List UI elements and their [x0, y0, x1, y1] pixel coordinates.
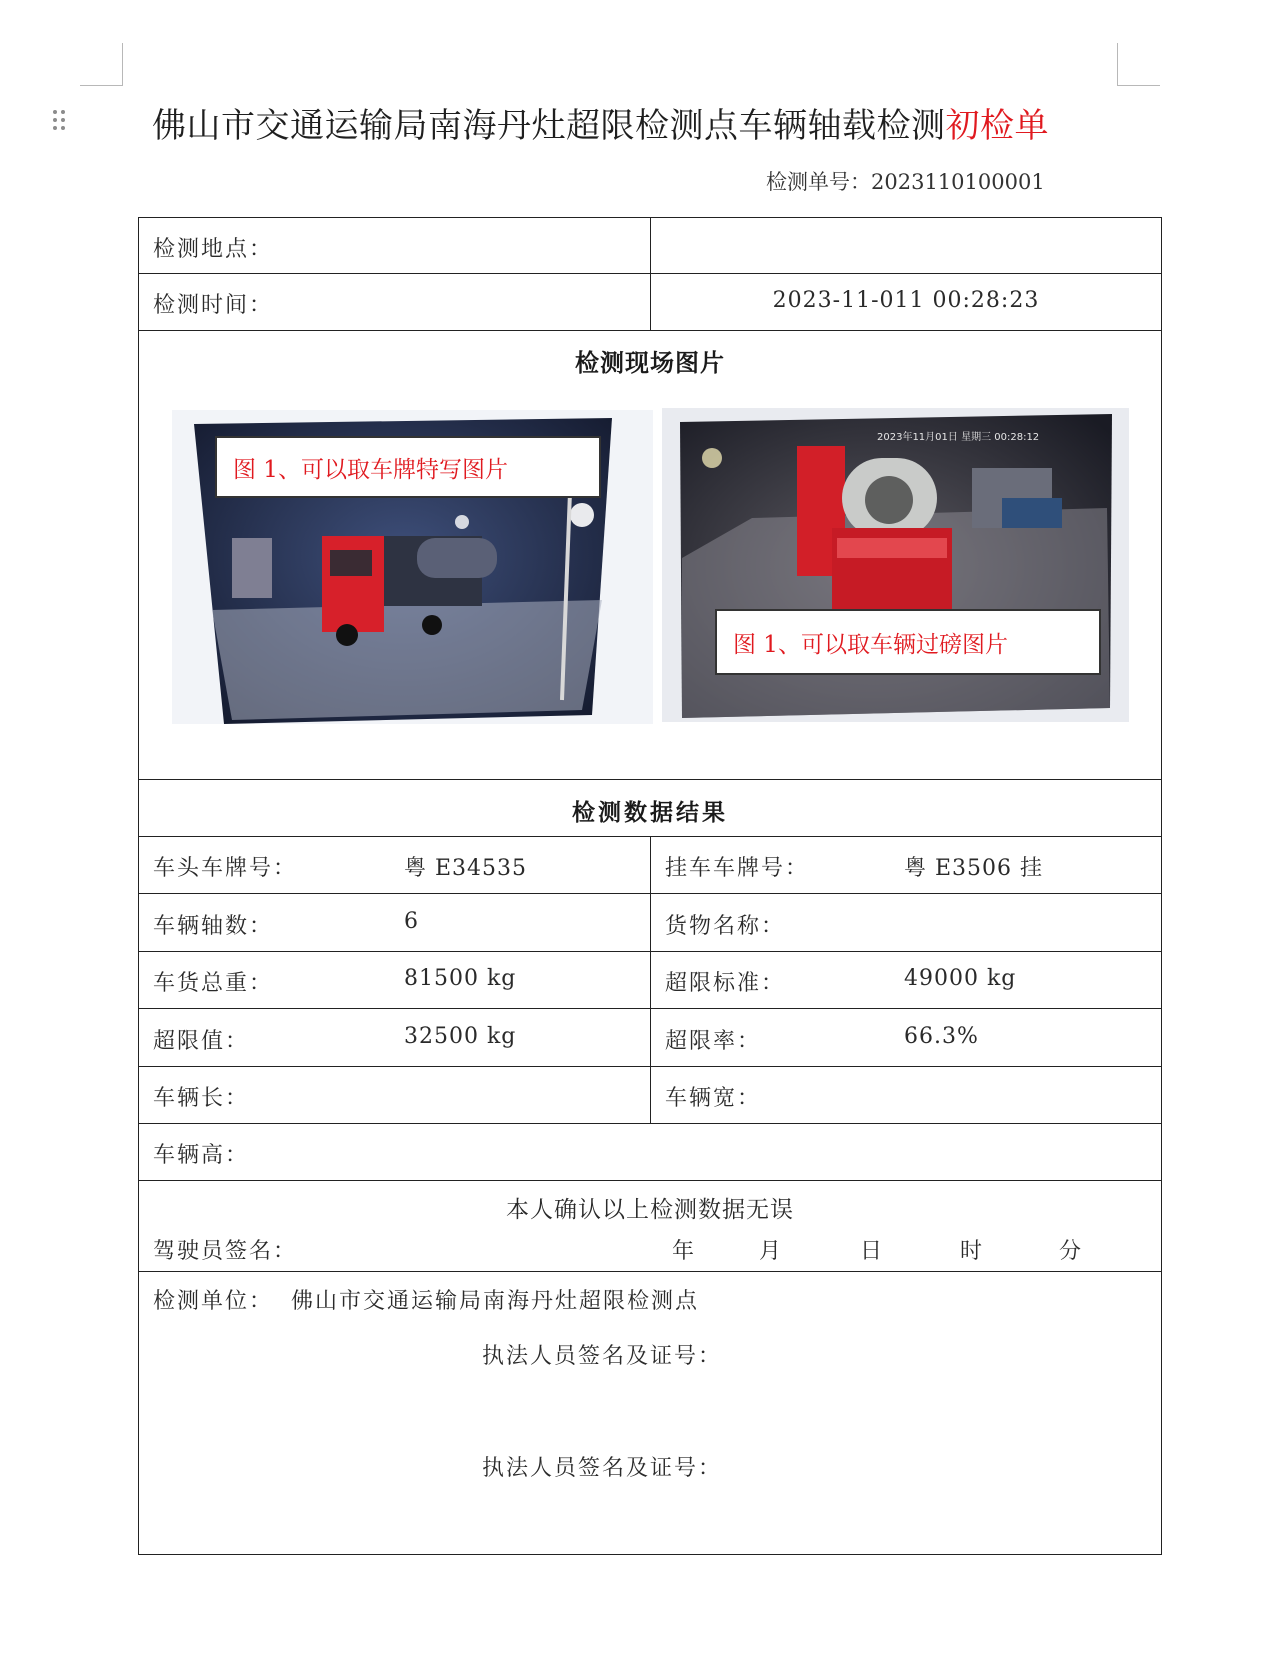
row-photos: [139, 331, 1161, 780]
drag-handle-icon[interactable]: [53, 110, 67, 132]
head-plate-value[interactable]: 粤 E34535: [404, 856, 528, 881]
gross-weight-label: 车货总重：: [153, 971, 274, 996]
limit-value[interactable]: 49000 kg: [904, 966, 1017, 991]
photo2-caption-box: 图 1、可以取车辆过磅图片: [715, 609, 1101, 675]
date-minute-unit: 分: [1059, 1239, 1084, 1264]
results-heading: 检测数据结果: [572, 799, 728, 826]
trailer-plate-label: 挂车车牌号：: [665, 856, 810, 881]
height-label: 车辆高：: [153, 1143, 250, 1168]
photo2-timestamp-overlay: 2023年11月01日 星期三 00:28:12: [877, 432, 1040, 443]
document-number: [766, 166, 1045, 196]
photos-heading: 检测现场图片: [575, 348, 725, 377]
confirm-statement: 本人确认以上检测数据无误: [506, 1197, 794, 1223]
row-plates: [139, 837, 1161, 894]
doc-number-label: 检测单号：: [766, 170, 871, 194]
photo1-caption-box: 图 1、可以取车牌特写图片: [215, 436, 601, 498]
doc-number-value: 2023110100001: [871, 170, 1045, 194]
axles-value[interactable]: 6: [404, 909, 420, 934]
row-location: [139, 218, 1161, 274]
row-axles-cargo: [139, 894, 1161, 952]
row-inspection-unit: [139, 1272, 1161, 1555]
axles-label: 车辆轴数：: [153, 914, 274, 939]
page-corner-mark-top-right: [1117, 43, 1160, 86]
row-weights: [139, 952, 1161, 1009]
over-rate-value[interactable]: 66.3%: [904, 1024, 979, 1049]
length-label: 车辆长：: [153, 1086, 250, 1111]
page-corner-mark-top-left: [80, 43, 123, 86]
row-overload: [139, 1009, 1161, 1067]
inspection-form-table: [138, 217, 1162, 1555]
gross-weight-value[interactable]: 81500 kg: [404, 966, 517, 991]
over-rate-label: 超限率：: [665, 1029, 762, 1054]
location-label: 检测地点：: [153, 237, 274, 262]
officer-sign-label-2: 执法人员签名及证号：: [482, 1456, 723, 1481]
width-label: 车辆宽：: [665, 1086, 762, 1111]
over-value-label: 超限值：: [153, 1029, 250, 1054]
date-year-unit: 年: [672, 1239, 697, 1264]
date-month-unit: 月: [759, 1239, 784, 1264]
driver-sign-label: 驾驶员签名：: [153, 1239, 298, 1264]
title-main: 佛山市交通运输局南海丹灶超限检测点车辆轴载检测: [152, 106, 946, 146]
row-driver-confirmation: [139, 1181, 1161, 1272]
document-title: [152, 98, 1049, 147]
title-highlight: 初检单: [945, 106, 1049, 146]
time-value[interactable]: 2023-11-011 00:28:23: [772, 288, 1040, 313]
row-results-heading: [139, 780, 1161, 837]
unit-label: 检测单位：: [153, 1289, 274, 1314]
trailer-plate-value[interactable]: 粤 E3506 挂: [904, 856, 1044, 881]
date-hour-unit: 时: [960, 1239, 985, 1264]
date-day-unit: 日: [860, 1239, 885, 1264]
row-time: [139, 274, 1161, 331]
officer-sign-label-1: 执法人员签名及证号：: [482, 1344, 723, 1369]
row-length-width: [139, 1067, 1161, 1124]
limit-label: 超限标准：: [665, 971, 786, 996]
over-value-value[interactable]: 32500 kg: [404, 1024, 517, 1049]
time-label: 检测时间：: [153, 293, 274, 318]
cargo-label: 货物名称：: [665, 914, 786, 939]
unit-value: 佛山市交通运输局南海丹灶超限检测点: [291, 1289, 700, 1314]
head-plate-label: 车头车牌号：: [153, 856, 298, 881]
row-height: [139, 1124, 1161, 1181]
